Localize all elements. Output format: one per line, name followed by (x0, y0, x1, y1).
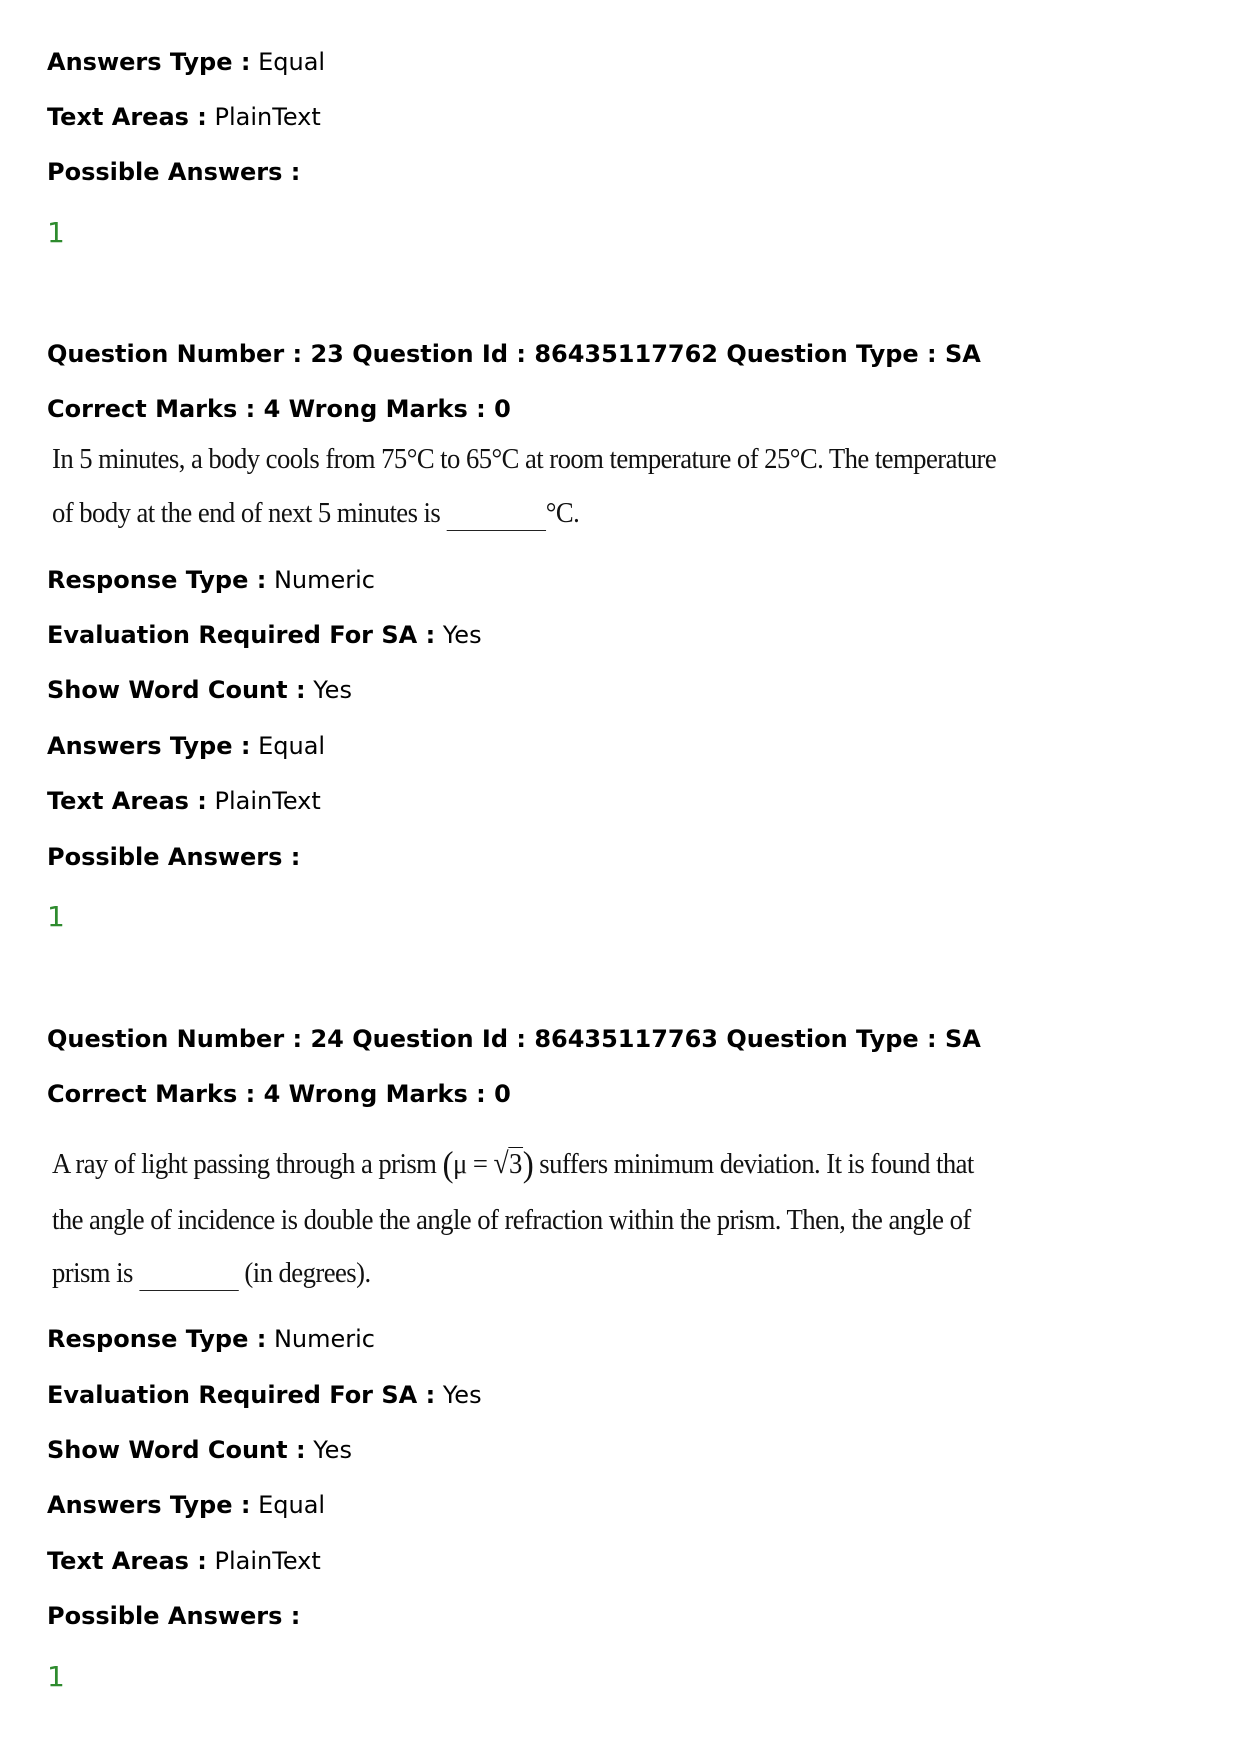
response-type-value: Numeric (273, 1325, 375, 1353)
question-header (47, 1022, 981, 1056)
question-text-line-3 (52, 1257, 371, 1291)
answers-type-row (47, 45, 325, 79)
answers-type-value: Equal (258, 1491, 326, 1519)
sqrt-expression (493, 1147, 522, 1181)
possible-answers-label: Possible Answers : (47, 158, 301, 186)
possible-answer-value: 1 (47, 900, 65, 933)
possible-answer-value: 1 (47, 1660, 65, 1693)
question-text-line-1 (52, 1140, 974, 1182)
evaluation-value: Yes (442, 1381, 482, 1409)
word-count-label: Show Word Count : (47, 676, 306, 704)
response-type-row (47, 1322, 375, 1356)
response-type-label: Response Type : (47, 1325, 267, 1353)
question-text-part: of body at the end of next 5 minutes is (52, 497, 447, 529)
sqrt-radical: √ (493, 1147, 509, 1180)
response-type-label: Response Type : (47, 566, 267, 594)
possible-answers-row (47, 840, 300, 874)
question-header-text: Question Number : 23 Question Id : 86435117762 Question Type : SA (47, 340, 981, 368)
text-areas-label: Text Areas : (47, 1547, 207, 1575)
response-type-value: Numeric (273, 566, 375, 594)
text-areas-row (47, 100, 321, 134)
response-type-row (47, 563, 375, 597)
marks-row (47, 392, 511, 426)
evaluation-label: Evaluation Required For SA : (47, 621, 436, 649)
possible-answers-label: Possible Answers : (47, 843, 301, 871)
answers-type-label: Answers Type : (47, 1491, 251, 1519)
answer-blank (446, 497, 545, 531)
word-count-row (47, 1433, 352, 1467)
answers-type-row (47, 729, 325, 763)
question-text-part: A ray of light passing through a prism (52, 1148, 443, 1180)
question-text-part: prism is (52, 1257, 139, 1289)
text-areas-value: PlainText (214, 103, 321, 131)
possible-answer-value: 1 (47, 216, 65, 249)
question-text-part: °C. (545, 497, 580, 529)
sqrt-radicand: 3 (508, 1148, 522, 1180)
question-text-line-1: In 5 minutes, a body cools from 75°C to 65°C at room temperature of 25°C. The temperature (52, 443, 997, 475)
text-areas-label: Text Areas : (47, 103, 207, 131)
question-text-part: suffers minimum deviation. It is found that (533, 1148, 974, 1180)
evaluation-value: Yes (442, 621, 482, 649)
question-header (47, 337, 981, 371)
text-areas-value: PlainText (214, 787, 321, 815)
answers-type-value: Equal (258, 48, 326, 76)
word-count-row (47, 673, 352, 707)
question-header-text: Question Number : 24 Question Id : 86435117763 Question Type : SA (47, 1025, 981, 1053)
evaluation-row (47, 618, 482, 652)
answer-blank (139, 1257, 238, 1291)
question-text-line-2 (52, 497, 579, 531)
answers-type-value: Equal (258, 732, 326, 760)
evaluation-row (47, 1378, 482, 1412)
answers-type-row (47, 1488, 325, 1522)
possible-answers-label: Possible Answers : (47, 1602, 301, 1630)
paren-close: ) (522, 1144, 534, 1184)
paren-open: ( (442, 1144, 453, 1184)
evaluation-label: Evaluation Required For SA : (47, 1381, 436, 1409)
question-text-part: (in degrees). (238, 1257, 371, 1289)
text-areas-row (47, 1544, 321, 1578)
marks-row (47, 1077, 511, 1111)
word-count-label: Show Word Count : (47, 1436, 306, 1464)
mu-expression: μ = (452, 1148, 494, 1180)
marks-text: Correct Marks : 4 Wrong Marks : 0 (47, 395, 511, 423)
answers-type-label: Answers Type : (47, 732, 251, 760)
word-count-value: Yes (313, 1436, 352, 1464)
possible-answers-row (47, 1599, 300, 1633)
marks-text: Correct Marks : 4 Wrong Marks : 0 (47, 1080, 511, 1108)
possible-answers-row (47, 155, 300, 189)
text-areas-value: PlainText (214, 1547, 321, 1575)
question-text-line-2: the angle of incidence is double the angle of refraction within the prism. Then, the angle of (52, 1204, 971, 1236)
text-areas-row (47, 784, 321, 818)
text-areas-label: Text Areas : (47, 787, 207, 815)
answers-type-label: Answers Type : (47, 48, 251, 76)
word-count-value: Yes (313, 676, 352, 704)
